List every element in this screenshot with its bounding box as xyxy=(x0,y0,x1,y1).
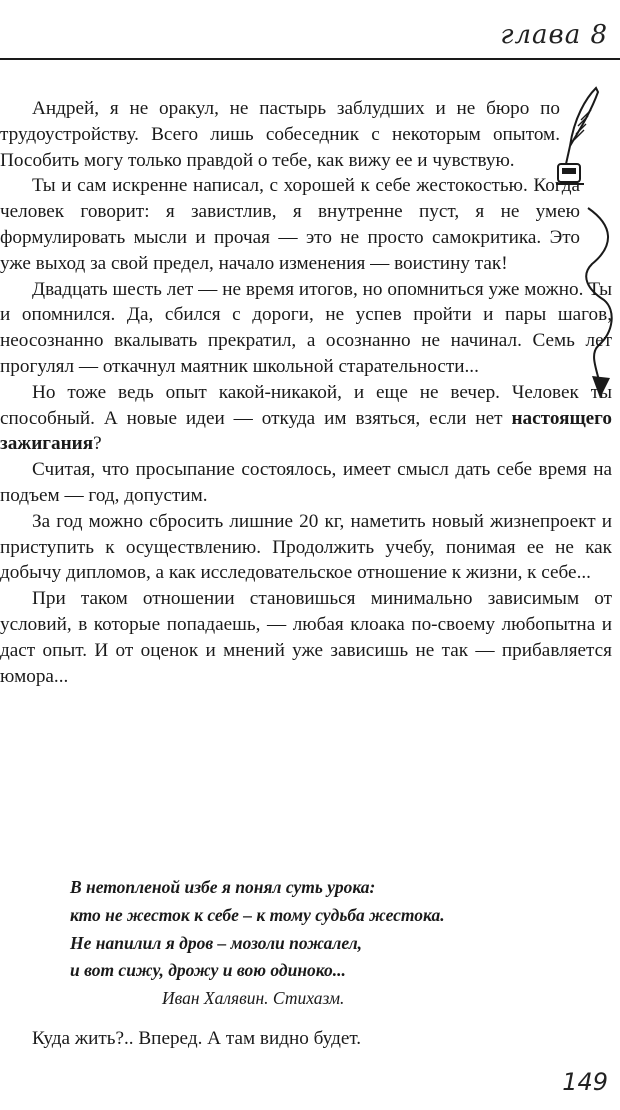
poem-line: Не напилил я дров – мозоли пожалел, xyxy=(70,932,363,953)
poem-line: В нетопленой избе я понял суть урока: xyxy=(70,877,376,897)
paragraph-7: При таком отношении становишься минимально зависимым от условий, в которые попадаешь, — любая клоака по-своему любопытна и даст опыт. И от оценок и мнений уже зависишь не так — прибавляется юмора... xyxy=(0,588,612,687)
epigraph-poem xyxy=(70,874,610,1013)
page-number: 149 xyxy=(562,1068,608,1096)
paragraph-5: Считая, что просыпание состоялось, имеет смысл дать себе время на подъем — год, допустим. xyxy=(0,459,612,506)
header-rule xyxy=(0,58,620,60)
paragraph-4 xyxy=(0,380,612,457)
paragraph-6: За год можно сбросить лишние 20 кг, наметить новый жизнепроект и приступить к осуществлению. Продолжить учебу, понимая ее не как добычу дипломов, а как исследовательское отношение к жизни, к себе... xyxy=(0,510,612,584)
paragraph-3: Двадцать шесть лет — не время итогов, но опомниться уже можно. Ты и опомнился. Да, сбился с дороги, не успев пройти и пары шагов, неосознанно вкалывать прекратил, а осознанно не начинал. Семь лет прогулял — откачнул маятник школьной старательности... xyxy=(0,278,612,377)
chapter-label: глава 8 xyxy=(500,20,608,50)
paragraph-4-end: ? xyxy=(93,433,102,455)
poem-line: кто не жесток к себе – к тому судьба жестока. xyxy=(70,904,445,925)
paragraph-4-text: Но тоже ведь опыт какой-никакой, и еще не вечер. Человек ты способный. А новые идеи — откуда им взяться, если нет xyxy=(0,381,612,429)
body-text xyxy=(0,96,612,689)
emphasis-text: настоящего зажигания xyxy=(0,407,612,455)
closing-line: Куда жить?.. Вперед. А там видно будет. xyxy=(32,1028,362,1049)
paragraph-1: Андрей, я не оракул, не пастырь заблудших и не бюро по трудоустройству. Всего лишь собеседник с некоторым опытом. Пособить могу только правдой о тебе, как вижу ее и чувствую. xyxy=(0,98,560,171)
poem-line: и вот сижу, дрожу и вою одиноко... xyxy=(70,960,346,981)
poem-author: Иван Халявин. Стихазм. xyxy=(162,988,345,1009)
paragraph-2: Ты и сам искренне написал, с хорошей к себе жестокостью. Когда человек говорит: я завистлив, я внутренне пуст, я не умею формулировать мысли и прочая — это не просто самокритика. Это уже выход за свой предел, начало изменения — воистину так! xyxy=(0,175,580,274)
